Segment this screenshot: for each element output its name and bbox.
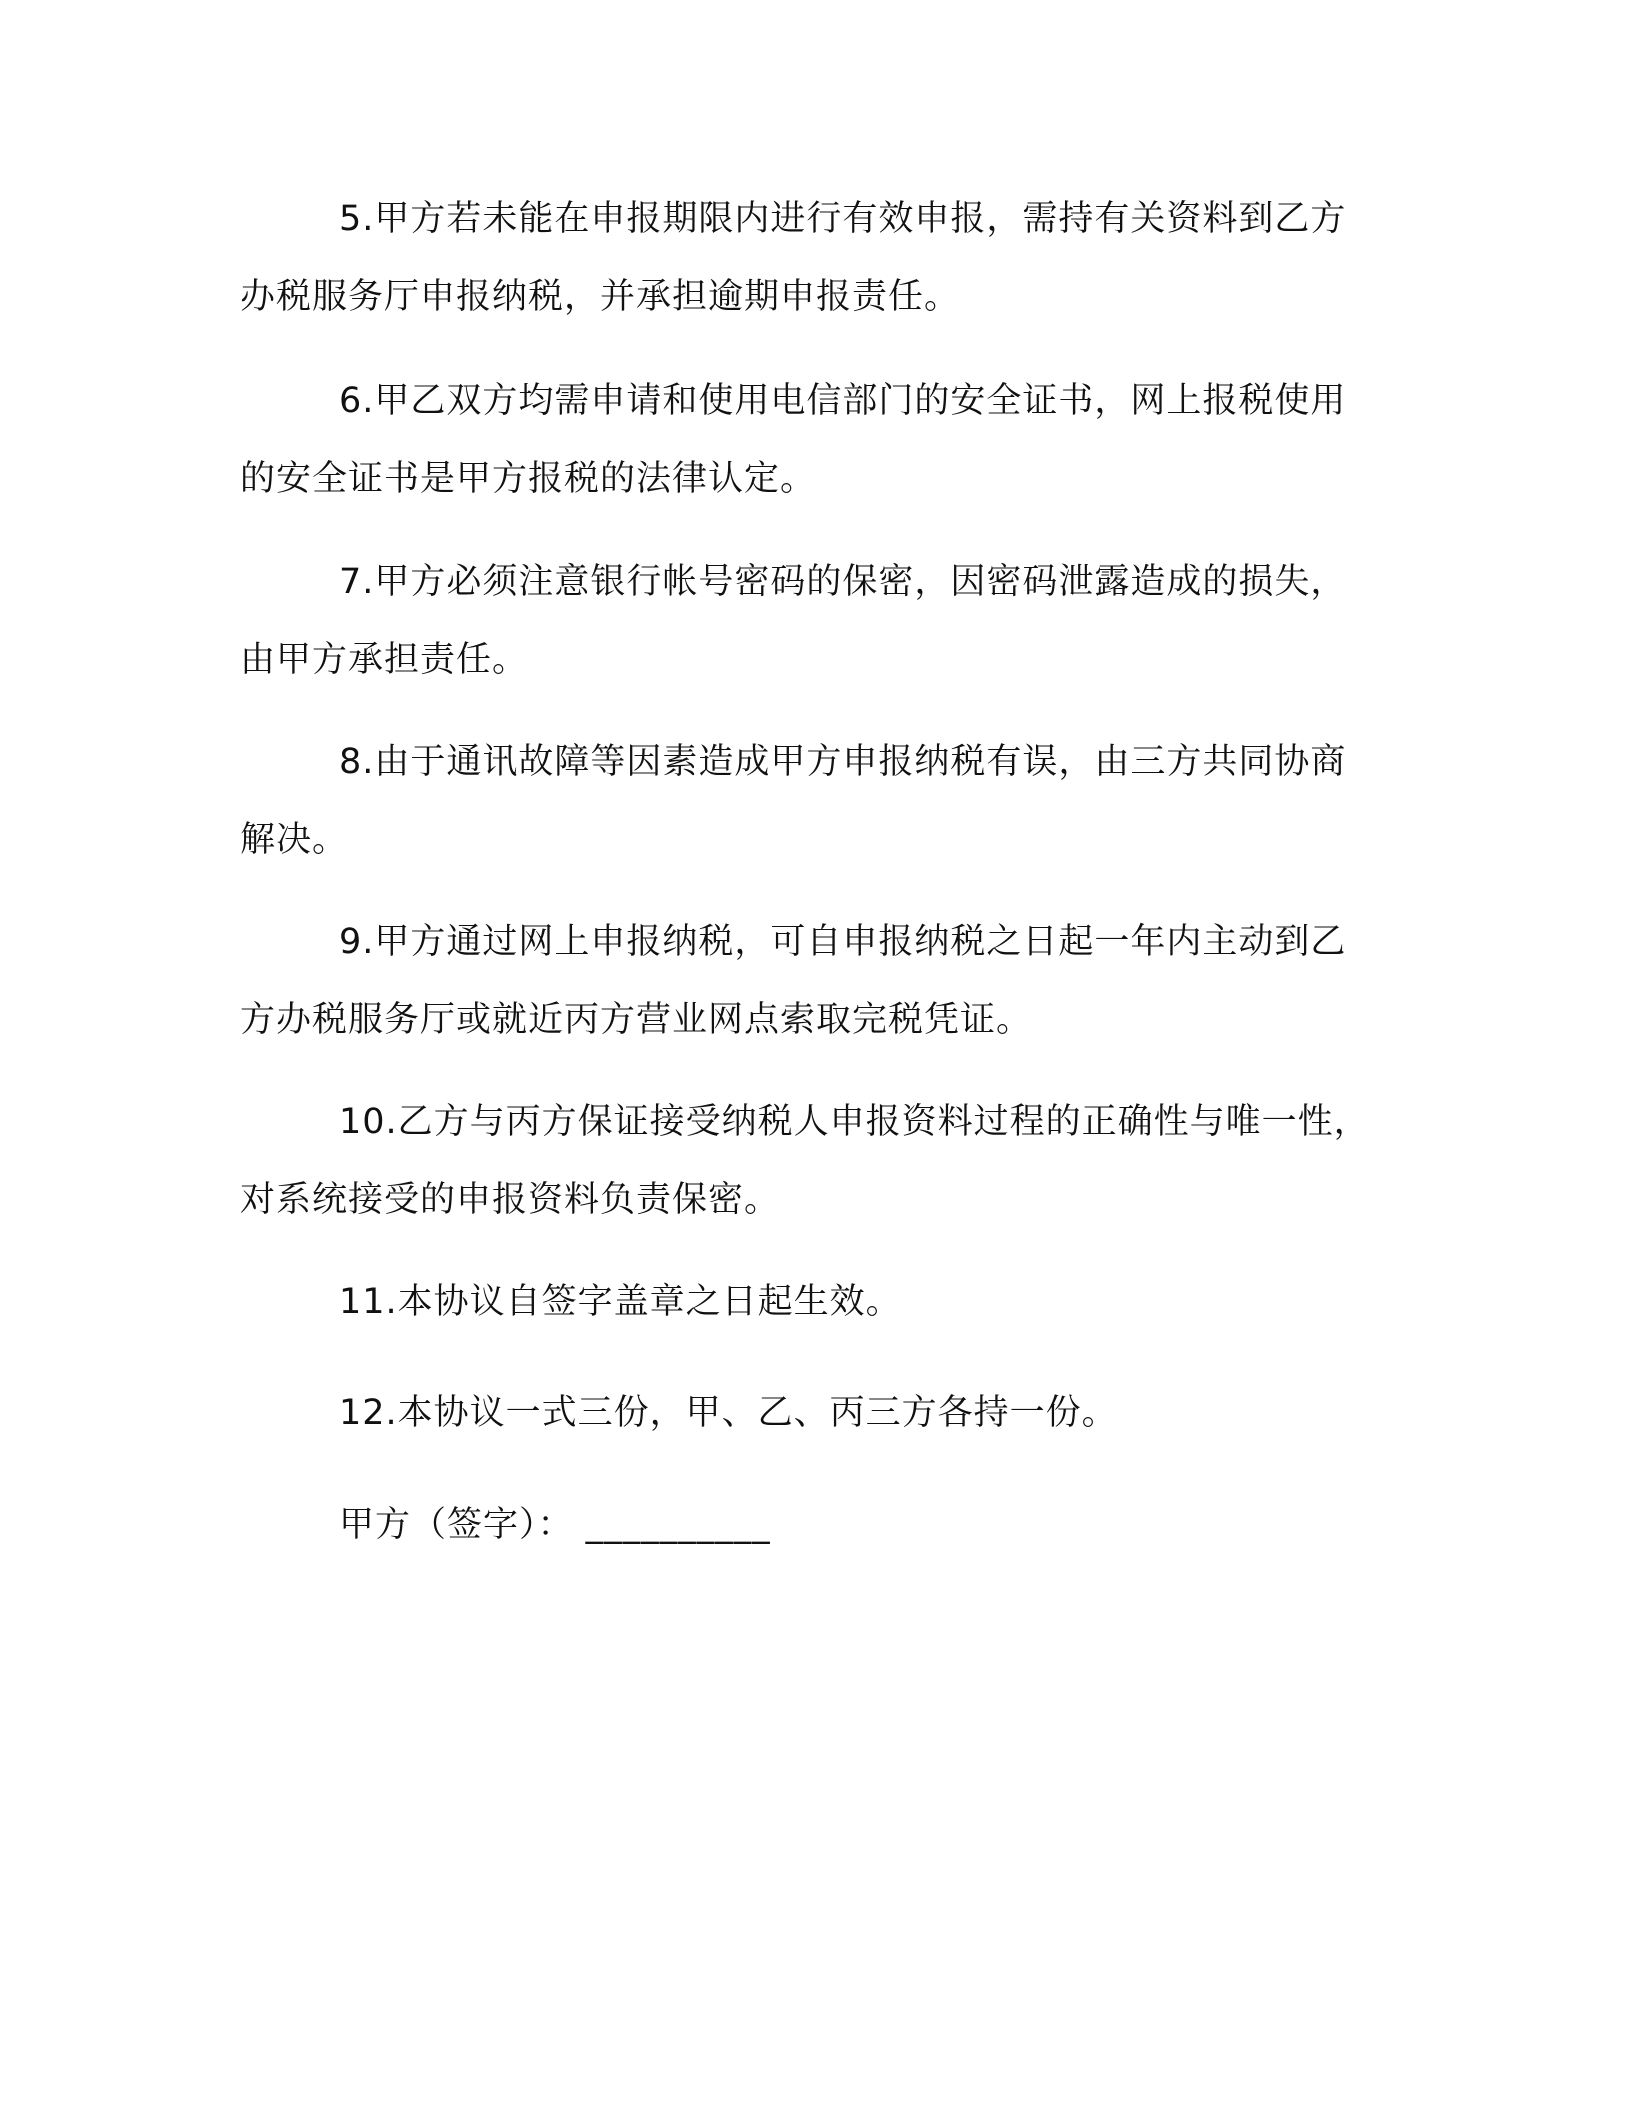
clause-5: 5.甲方若未能在申报期限内进行有效申报，需持有关资料到乙方办税服务厅申报纳税，并承担逾期申报责任。 (240, 199, 1347, 317)
signature-blank: __________ (585, 1505, 771, 1545)
clause-8: 8.由于通讯故障等因素造成甲方申报纳税有误，由三方共同协商解决。 (240, 742, 1347, 860)
clause-7: 7.甲方必须注意银行帐号密码的保密，因密码泄露造成的损失，由甲方承担责任。 (240, 562, 1347, 680)
clause-12: 12.本协议一式三份，甲、乙、丙三方各持一份。 (339, 1393, 1118, 1433)
clause-9: 9.甲方通过网上申报纳税，可自申报纳税之日起一年内主动到乙方办税服务厅或就近丙方营业网点索取完税凭证。 (240, 922, 1347, 1040)
clause-11: 11.本协议自签字盖章之日起生效。 (339, 1282, 902, 1322)
clause-10: 10.乙方与丙方保证接受纳税人申报资料过程的正确性与唯一性，对系统接受的申报资料负责保密。 (240, 1102, 1370, 1220)
signature-label: 甲方（签字）： (339, 1505, 574, 1545)
party-a-signature-line (339, 1486, 771, 1564)
clause-6: 6.甲乙双方均需申请和使用电信部门的安全证书，网上报税使用的安全证书是甲方报税的法律认定。 (240, 381, 1347, 499)
